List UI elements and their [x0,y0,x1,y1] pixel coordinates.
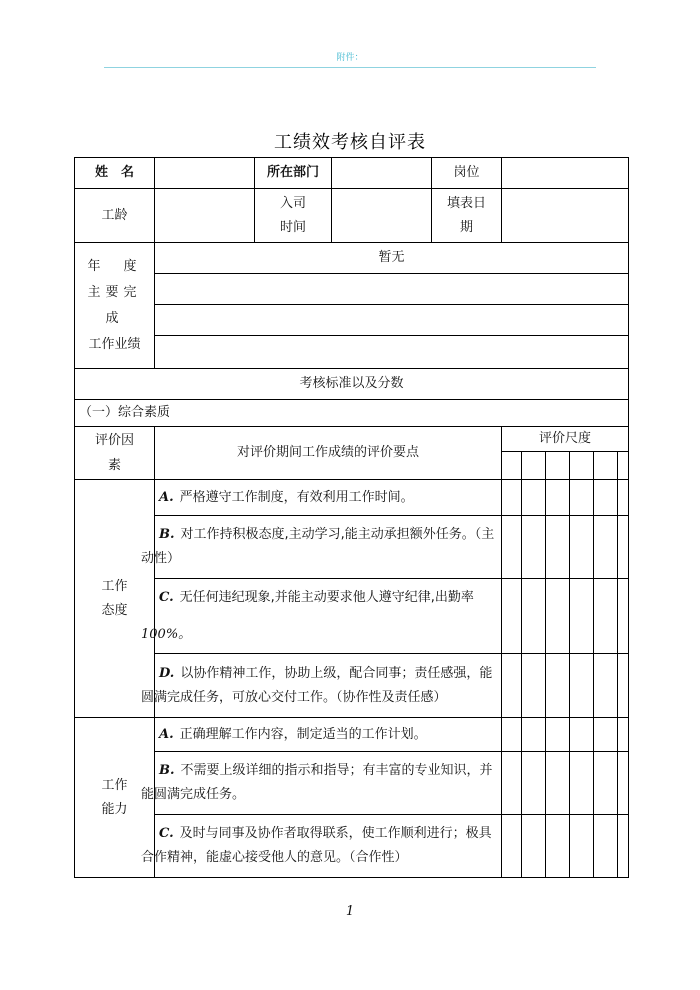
info-row-2 [75,189,629,243]
attitude-row-c [75,579,629,654]
score-cell[interactable] [546,718,570,752]
factor-column-header [75,427,155,480]
item-letter: A. [159,489,174,505]
ability-item-b [141,752,502,815]
ability-item-c [141,815,502,878]
score-cell[interactable] [502,718,522,752]
score-cell[interactable] [570,752,594,815]
attitude-row-b [75,516,629,579]
score-cell[interactable] [570,579,594,654]
name-field[interactable] [155,158,255,189]
score-cell[interactable] [594,752,618,815]
fill-date-line2: 期 [459,219,473,235]
item-text: 无任何违纪现象,并能主动要求他人遵守纪律,出勤率 [179,590,474,605]
item-text: 以协作精神工作，协助上级，配合同事；责任感强，能 [180,665,493,681]
item-text: 对工作持积极态度,主动学习,能主动承担额外任务。（主 [180,527,495,542]
fill-date-field[interactable] [502,189,629,243]
column-header-row [75,427,629,452]
score-cell[interactable] [522,815,546,878]
scale-cell [618,452,629,480]
info-row-1 [75,158,629,189]
scale-cell [594,452,618,480]
item-text-cont: 100%。 [141,627,192,642]
factor-header-2: 素 [107,458,121,473]
achievement-line-1[interactable]: 暂无 [155,243,629,274]
score-cell[interactable] [594,516,618,579]
join-date-label [255,189,332,243]
achievements-label-3: 工作业绩 [88,336,141,352]
item-text-cont: 能圆满完成任务。 [141,787,246,802]
ability-label-2: 能力 [101,801,128,817]
factor-header-1: 评价因 [94,433,134,448]
page-number: 1 [345,904,355,919]
item-letter: A. [159,726,174,742]
ability-row-a [75,718,629,752]
post-label: 岗位 [432,158,502,189]
attitude-item-a [155,480,502,516]
scale-cell [522,452,546,480]
score-cell[interactable] [618,480,629,516]
attitude-row-d [75,654,629,718]
header-rule [104,67,596,68]
score-cell[interactable] [570,516,594,579]
item-letter: C. [159,590,174,605]
join-label-line2: 时间 [279,219,306,235]
ability-row-b [75,752,629,815]
score-cell[interactable] [502,815,522,878]
score-cell[interactable] [522,654,546,718]
score-cell[interactable] [546,752,570,815]
scale-column-header: 评价尺度 [502,427,629,452]
item-letter: B. [159,763,175,778]
scale-cell [570,452,594,480]
score-cell[interactable] [594,815,618,878]
name-label: 姓 名 [75,158,155,189]
score-cell[interactable] [522,579,546,654]
score-cell[interactable] [502,654,522,718]
attitude-label-2: 态度 [101,602,128,618]
attitude-factor-label [75,480,155,718]
score-cell[interactable] [594,579,618,654]
dept-field[interactable] [332,158,432,189]
appraisal-form-table [74,157,629,878]
score-cell[interactable] [570,654,594,718]
score-cell[interactable] [546,654,570,718]
score-cell[interactable] [502,516,522,579]
page-title: 工绩效考核自评表 [274,132,426,153]
criteria-header: 考核标准以及分数 [75,369,629,400]
join-date-field[interactable] [332,189,432,243]
join-label-line1: 入司 [279,195,306,211]
score-cell[interactable] [618,516,629,579]
attitude-label-1: 工作 [101,578,128,594]
attitude-row-a [75,480,629,516]
section-title: （一）综合素质 [75,400,629,427]
section-row [75,400,629,427]
fill-date-label [432,189,502,243]
achievement-line-3[interactable] [155,305,629,336]
criteria-header-row [75,369,629,400]
item-letter: D. [159,665,175,681]
score-cell[interactable] [522,718,546,752]
item-text-cont: 动性） [141,551,181,566]
item-text: 及时与同事及协作者取得联系，使工作顺利进行；极具 [179,826,492,841]
score-cell[interactable] [594,654,618,718]
scale-cell [546,452,570,480]
points-column-header: 对评价期间工作成绩的评价要点 [155,427,502,480]
item-text: 严格遵守工作制度，有效利用工作时间。 [179,489,414,505]
item-text: 正确理解工作内容，制定适当的工作计划。 [179,726,427,742]
score-cell[interactable] [618,815,629,878]
score-cell[interactable] [522,480,546,516]
dept-label: 所在部门 [255,158,332,189]
score-cell[interactable] [570,815,594,878]
ability-row-c [75,815,629,878]
score-cell[interactable] [594,480,618,516]
attitude-item-d [141,654,502,718]
score-cell[interactable] [522,516,546,579]
post-field[interactable] [502,158,629,189]
achievements-label [75,243,155,369]
score-cell[interactable] [502,579,522,654]
score-cell[interactable] [502,752,522,815]
achievement-line-2[interactable] [155,274,629,305]
score-cell[interactable] [546,480,570,516]
item-letter: B. [159,527,175,542]
attitude-item-c [141,579,502,654]
score-cell[interactable] [570,480,594,516]
achievements-row-1 [75,243,629,274]
score-cell[interactable] [618,752,629,815]
item-text: 不需要上级详细的指示和指导；有丰富的专业知识，并 [180,763,493,778]
score-cell[interactable] [546,815,570,878]
header-note: 附件： [336,53,364,63]
score-cell[interactable] [546,579,570,654]
score-cell[interactable] [522,752,546,815]
achievements-label-2: 主要完成 [87,284,142,326]
fill-date-line1: 填表日 [446,195,486,211]
ability-item-a [155,718,502,752]
scale-cell [502,452,522,480]
score-cell[interactable] [502,480,522,516]
score-cell[interactable] [594,718,618,752]
item-letter: C. [159,826,174,841]
score-cell[interactable] [618,654,629,718]
ability-label-1: 工作 [101,777,128,793]
score-cell[interactable] [570,718,594,752]
item-text-cont: 圆满完成任务，可放心交付工作。（协作性及责任感） [141,689,447,705]
age-field[interactable] [155,189,255,243]
score-cell[interactable] [618,579,629,654]
age-label: 工龄 [75,189,155,243]
achievements-label-1: 年 度 [87,258,142,274]
achievement-line-4[interactable] [155,336,629,369]
attitude-item-b [141,516,502,579]
score-cell[interactable] [618,718,629,752]
score-cell[interactable] [546,516,570,579]
item-text-cont: 合作精神，能虚心接受他人的意见。（合作性） [141,850,408,865]
